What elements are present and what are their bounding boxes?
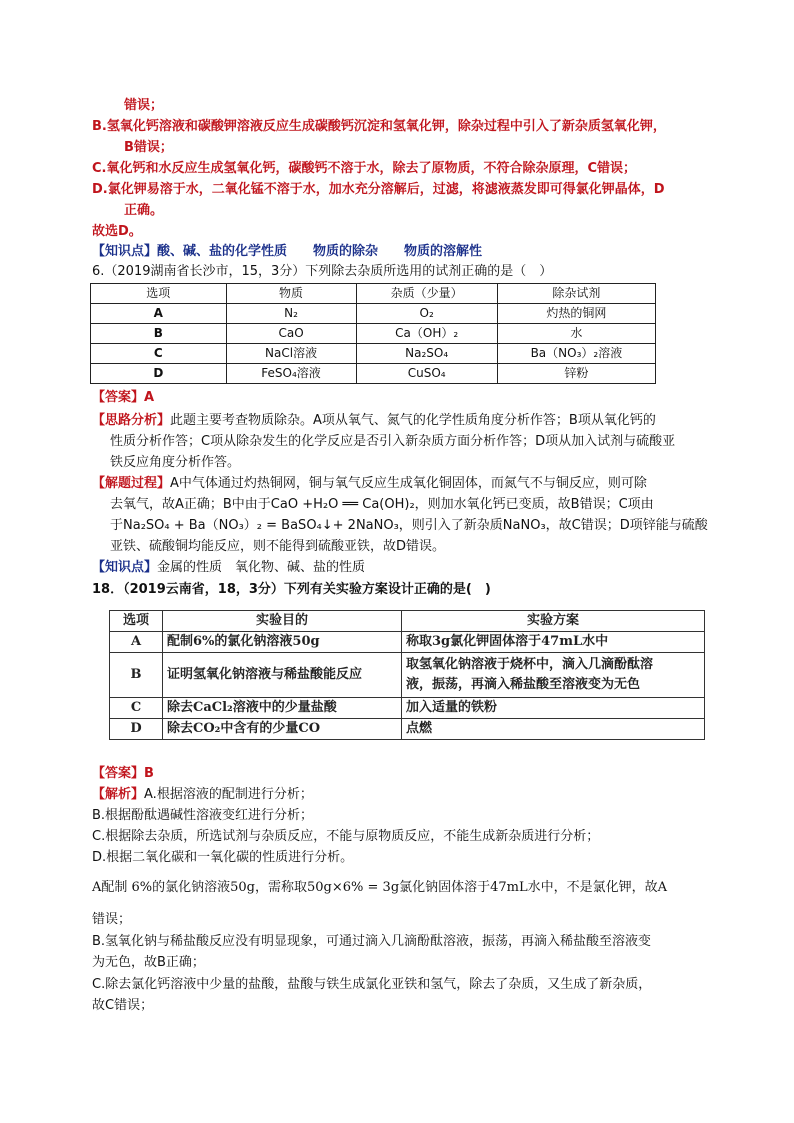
knowledge-point-text: 酸、碱、盐的化学性质 物质的除杂 物质的溶解性 [157, 244, 483, 259]
table-header-cell: 实验方案 [402, 611, 705, 632]
text-line: D.氯化钾易溶于水，二氧化锰不溶于水，加水充分溶解后，过滤，将滤液蒸发即可得氯化钾晶体，D [92, 182, 665, 197]
table-row [110, 632, 705, 653]
table-header-cell: 选项 [91, 284, 227, 304]
question-6-title: 6.（2019湖南省长沙市，15，3分）下列除去杂质所选用的试剂正确的是（ ） [92, 264, 553, 279]
text-line: 铁反应角度分析作答。 [110, 455, 241, 470]
text-line: C.除去氯化钙溶液中少量的盐酸，盐酸与铁生成氯化亚铁和氢气，除去了杂质，又生成了新杂质， [92, 977, 652, 992]
text-line: A配制 6%的氯化钠溶液50g，需称取50g×6% = 3g氯化钠固体溶于47mL水中，不是氯化钾，故A [92, 880, 668, 895]
text-line: B.根据酚酞遇碱性溶液变红进行分析； [92, 808, 314, 823]
table-header-cell: 选项 [110, 611, 163, 632]
table-cell: Ba（NO₃）₂溶液 [497, 344, 655, 364]
table-cell: FeSO₄溶液 [226, 364, 356, 384]
table-cell: CuSO₄ [356, 364, 497, 384]
question-18-title: 18．（2019云南省，18，3分）下列有关实验方案设计正确的是( ) [92, 582, 491, 597]
answer-tag: 【答案】 [92, 390, 145, 405]
solution-line [92, 474, 712, 494]
solution-tag: 【解题过程】 [92, 476, 171, 491]
text-line: C.根据除去杂质，所选试剂与杂质反应，不能与原物质反应，不能生成新杂质进行分析； [92, 829, 600, 844]
table-cell: A [110, 632, 163, 653]
table-cell: 点燃 [402, 719, 705, 740]
answer-value: B [144, 766, 154, 781]
knowledge-point-tag: 【知识点】 [92, 560, 158, 575]
text-line: C.氧化钙和水反应生成氢氧化钙，碳酸钙不溶于水，除去了原物质，不符合除杂原理，C错误； [92, 161, 637, 176]
table-cell: 水 [497, 324, 655, 344]
table-cell: 除去CO₂中含有的少量CO [163, 719, 402, 740]
table-cell: 加入适量的铁粉 [402, 698, 705, 719]
table-cell: O₂ [356, 304, 497, 324]
table-header-cell: 物质 [226, 284, 356, 304]
table-cell: 除去CaCl₂溶液中的少量盐酸 [163, 698, 402, 719]
text-line: 正确。 [124, 203, 164, 218]
text-line: 为无色，故B正确； [92, 955, 205, 970]
table-cell: C [110, 698, 163, 719]
table-cell: B [110, 653, 163, 698]
text-line: 亚铁、硫酸铜均能反应，则不能得到硫酸亚铁，故D错误。 [110, 539, 446, 554]
text-line: 于Na₂SO₄ + Ba（NO₃）₂ = BaSO₄↓+ 2NaNO₃，则引入了新杂质NaNO₃，故C错误；D项锌能与硫酸 [110, 518, 708, 533]
text-line: 错误； [92, 912, 132, 927]
table-cell: A [91, 304, 227, 324]
table-cell: CaO [226, 324, 356, 344]
knowledge-point [92, 242, 712, 262]
answer-value: A [144, 390, 155, 405]
text-line: 去氧气，故A正确；B中由于CaO +H₂O ══ Ca(OH)₂，则加水氧化钙已变质，故B错误；C项由 [110, 497, 654, 512]
text-line: B.氢氧化钠与稀盐酸反应没有明显现象，可通过滴入几滴酚酞溶液，振荡，再滴入稀盐酸至溶液变 [92, 934, 652, 949]
explanation-text: A.根据溶液的配制进行分析； [144, 787, 313, 802]
table-row [91, 324, 656, 344]
table-cell: 证明氢氧化钠溶液与稀盐酸能反应 [163, 653, 402, 698]
cell-line: 取氢氧化钠溶液于烧杯中，滴入几滴酚酞溶 [406, 657, 654, 672]
table-header-row [91, 284, 656, 304]
analysis-line [92, 411, 712, 431]
table-row [91, 304, 656, 324]
table-header-cell: 杂质（少量） [356, 284, 497, 304]
text-line: 故选D。 [92, 224, 142, 239]
text-line: 性质分析作答；C项从除杂发生的化学反应是否引入新杂质方面分析作答；D项从加入试剂与硫酸亚 [110, 434, 676, 449]
table-row [110, 719, 705, 740]
knowledge-point-text: 金属的性质 氧化物、碱、盐的性质 [157, 560, 366, 575]
table-cell: D [91, 364, 227, 384]
table-cell: D [110, 719, 163, 740]
table-header-cell: 除杂试剂 [497, 284, 655, 304]
text-line: 错误； [124, 98, 164, 113]
table-cell: C [91, 344, 227, 364]
knowledge-point-tag: 【知识点】 [92, 244, 158, 259]
analysis-tag: 【思路分析】 [92, 413, 171, 428]
question-18-table [109, 610, 705, 740]
analysis-text: 此题主要考查物质除杂。A项从氧气、氮气的化学性质角度分析作答；B项从氧化钙的 [170, 413, 656, 428]
table-cell: Na₂SO₄ [356, 344, 497, 364]
table-cell [402, 653, 705, 698]
text-line: B错误； [124, 140, 173, 155]
table-row [91, 344, 656, 364]
table-row [110, 698, 705, 719]
table-cell: 称取3g氯化钾固体溶于47mL水中 [402, 632, 705, 653]
table-cell: B [91, 324, 227, 344]
table-cell: 灼热的铜网 [497, 304, 655, 324]
text-line: D.根据二氧化碳和一氧化碳的性质进行分析。 [92, 850, 354, 865]
knowledge-point [92, 558, 712, 578]
cell-line: 液，振荡，再滴入稀盐酸至溶液变为无色 [406, 677, 641, 692]
table-cell: Ca（OH）₂ [356, 324, 497, 344]
explanation-tag: 【解析】 [92, 787, 145, 802]
answer-tag: 【答案】 [92, 766, 145, 781]
table-cell: N₂ [226, 304, 356, 324]
text-line: B.氢氧化钙溶液和碳酸钾溶液反应生成碳酸钙沉淀和氢氧化钾，除杂过程中引入了新杂质氢氧化钾， [92, 119, 666, 134]
answer-line [92, 764, 712, 784]
answer-line [92, 388, 712, 408]
text-line: 故C错误； [92, 998, 154, 1013]
table-header-cell: 实验目的 [163, 611, 402, 632]
question-6-table [90, 283, 656, 384]
explanation-line [92, 785, 712, 805]
table-row [91, 364, 656, 384]
table-cell: 配制6%的氯化钠溶液50g [163, 632, 402, 653]
solution-text: A中气体通过灼热铜网，铜与氧气反应生成氧化铜固体，而氮气不与铜反应，则可除 [170, 476, 647, 491]
table-row [110, 653, 705, 698]
table-header-row [110, 611, 705, 632]
table-cell: NaCl溶液 [226, 344, 356, 364]
table-cell: 锌粉 [497, 364, 655, 384]
